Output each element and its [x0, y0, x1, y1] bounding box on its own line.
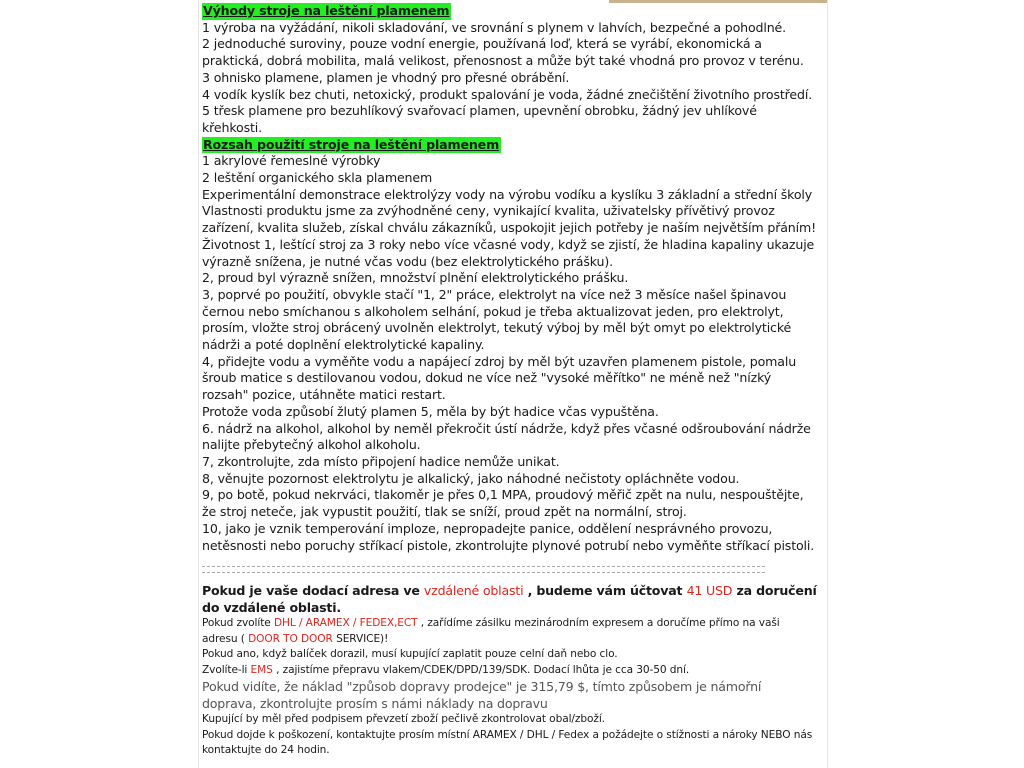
shipping-info — [202, 582, 817, 759]
remote-area-notice — [202, 582, 817, 616]
usage-item: Vlastnosti produktu jsme za zvýhodněné ceny, vynikající kvalita, uživatelsky přívětivý provoz zařízení, kvalita služeb, získal chválu zákazníků, uspokojit jejich potřeby je naším největším přáním! — [202, 203, 816, 236]
inspection-notice: Kupující by měl před podpisem převzetí zboží pečlivě zkontrolovat obal/zboží. — [202, 713, 605, 725]
express-text: , zařídíme zásilku mezinárodním expresem a doručíme přímo na vaši adresu ( — [202, 617, 780, 645]
description-text — [202, 3, 817, 554]
express-text: SERVICE)! — [332, 632, 389, 645]
express-text: Pokud zvolíte — [202, 617, 274, 629]
usage-item: 2, proud byl výrazně snížen, množství plnění elektrolytického prášku. — [202, 270, 629, 286]
ems-text: , zajistíme přepravu vlakem/CDEK/DPD/139/SDK. Dodací lhůta je cca 30-50 dní. — [272, 663, 690, 676]
remote-fee: 41 USD — [686, 583, 733, 598]
product-description — [198, 0, 828, 768]
usage-item: 2 leštění organického skla plamenem — [202, 170, 433, 186]
usage-item: Experimentální demonstrace elektrolýzy vody na výrobu vodíku a kyslíku 3 základní a střední školy — [202, 186, 813, 202]
carrier-list: DHL / ARAMEX / FEDEX,ECT — [273, 617, 418, 629]
usage-heading: Rozsah použití stroje na leštění plamenem — [203, 136, 500, 152]
usage-item: 8, věnujte pozornost elektrolytu je alkalický, jako náhodné nečistoty opláchněte vodou. — [202, 470, 740, 486]
usage-item: Protože voda způsobí žlutý plamen 5, měla by být hadice včas vypuštěna. — [202, 403, 659, 419]
usage-item: 1 akrylové řemeslné výrobky — [202, 153, 381, 169]
remote-text: , budeme vám účtovat — [523, 583, 687, 598]
door-to-door-label: DOOR TO DOOR — [248, 632, 333, 645]
usage-item: 7, zkontrolujte, zda místo připojení hadice nemůže unikat. — [202, 453, 560, 469]
advantage-item: 4 vodík kyslík bez chuti, netoxický, produkt spalování je voda, žádné znečištění životního prostředí. — [202, 86, 813, 102]
advantages-heading: Výhody stroje na leštění plamenem — [203, 3, 450, 18]
ems-text: Zvolíte-li — [202, 663, 251, 676]
divider — [202, 566, 765, 567]
remote-text: za doručení do vzdálené oblasti. — [202, 583, 817, 615]
usage-item: 3, poprvé po použití, obvykle stačí "1, 2" práce, elektrolyt na více než 3 měsíce našel špinavou černou nebo smíchanou s alkoholem selhání, pokud je třeba aktualizovat jeden, pro elektrolyt, prosím, vložte stroj obrácený uvolněn elektrolyt, tekutý výboj by měl být omyt po elektrolytické nádrži a poté doplnění elektrolytické kapaliny. — [202, 286, 792, 353]
ems-notice — [202, 663, 817, 679]
usage-item: 6. nádrž na alkohol, alkohol by neměl překročit ústí nádrže, když přes včasné odšroubování nádrže nalijte přebytečný alkohol alkoholu. — [202, 420, 811, 453]
advantage-item: 3 ohnisko plamene, plamen je vhodný pro přesné obrábění. — [202, 69, 570, 85]
customs-notice: Pokud ano, když balíček dorazil, musí kupující zaplatit pouze celní daň nebo clo. — [202, 648, 618, 660]
advantage-item: 5 třesk plamene pro bezuhlíkový svařovací plamen, upevnění obrobku, žádný jev uhlíkové křehkosti. — [202, 103, 757, 135]
sea-freight-notice: Pokud vidíte, že náklad "způsob dopravy prodejce" je 315,79 $, tímto způsobem je námořní doprava, zkontrolujte prosím s námi náklady na dopravu — [202, 679, 762, 711]
usage-item: Životnost 1, leštící stroj za 3 roky nebo více včasné vody, když se zjistí, že hladina kapaliny ukazuje výrazně snížena, je nutné včas vodu (bez elektrolytického prášku). — [202, 236, 815, 269]
ems-label: EMS — [250, 663, 273, 676]
express-notice — [202, 616, 817, 647]
advantage-item: 2 jednoduché suroviny, pouze vodní energie, používaná loď, která se vyrábí, ekonomická a praktická, dobrá mobilita, malá velikost, přenosnost a může být také vhodná pro provoz v terénu. — [202, 36, 804, 69]
advantage-item: 1 výroba na vyžádání, nikoli skladování, ve srovnání s plynem v lahvích, bezpečné a pohodlné. — [202, 19, 787, 35]
damage-notice: Pokud dojde k poškození, kontaktujte prosím místní ARAMEX / DHL / Fedex a požádejte o stížnosti a nároky NEBO nás kontaktujte do 24 hodin. — [202, 728, 813, 756]
divider — [202, 572, 765, 573]
usage-item: 4, přidejte vodu a vyměňte vodu a napájecí zdroj by měl být uzavřen plamenem pistole, pomalu šroub matice s destilovanou vodou, dokud ne více než "vysoké měřítko" ne méně než "nízký rozsah" pozice, utáhněte matici restart. — [202, 353, 797, 403]
remote-text: Pokud je vaše dodací adresa ve — [202, 583, 424, 598]
remote-area-label: vzdálené oblasti — [423, 583, 524, 598]
usage-item: 10, jako je vznik temperování imploze, nepropadejte panice, oddělení nesprávného provozu, netěsnosti nebo poruchy stříkací pistole, zkontrolujte plynové potrubí nebo vyměňte stříkací pistoli. — [202, 520, 815, 553]
usage-item: 9, po botě, pokud nekrváci, tlakoměr je přes 0,1 MPA, proudový měřič zpět na nulu, nespouštějte, že stroj neteče, jak vypustit použití, tlak se sníží, proud zpět na normální, stroj. — [202, 487, 804, 520]
